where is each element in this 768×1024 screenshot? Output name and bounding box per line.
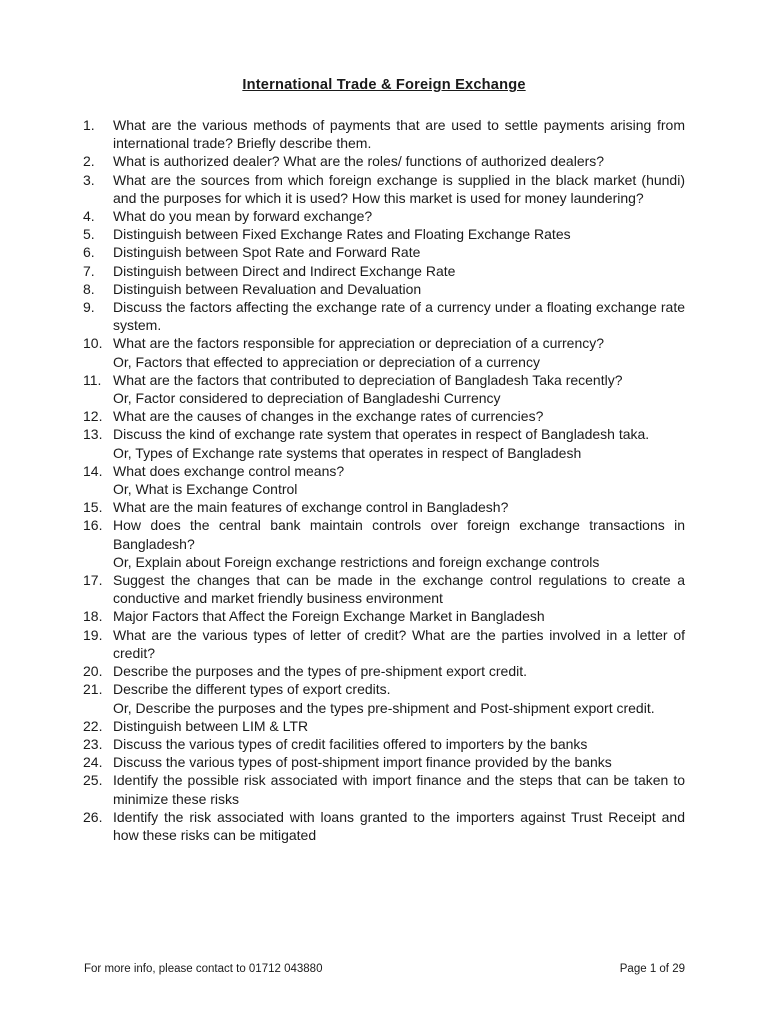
question-item (83, 371, 685, 407)
question-text: Discuss the kind of exchange rate system that operates in respect of Bangladesh taka. (113, 426, 650, 443)
question-text: Major Factors that Affect the Foreign Exchange Market in Bangladesh (113, 608, 545, 625)
question-text: What are the main features of exchange control in Bangladesh? (113, 499, 509, 516)
question-number: 14. (83, 462, 103, 479)
question-item (83, 298, 685, 334)
question-item (83, 280, 685, 298)
question-number: 19. (83, 626, 103, 643)
question-number: 24. (83, 754, 103, 771)
question-number: 2. (83, 153, 95, 170)
question-text: What are the factors responsible for appreciation or depreciation of a currency? (113, 335, 605, 352)
question-number: 20. (83, 663, 103, 680)
question-item (83, 571, 685, 607)
question-number: 4. (83, 208, 95, 225)
question-alternative: Or, Explain about Foreign exchange restrictions and foreign exchange controls (113, 553, 600, 570)
question-item (83, 771, 685, 807)
question-text: What is authorized dealer? What are the roles/ functions of authorized dealers? (113, 153, 605, 170)
question-alternative: Or, Factor considered to depreciation of Bangladeshi Currency (113, 390, 501, 407)
question-number: 10. (83, 335, 103, 352)
question-item (83, 735, 685, 753)
question-number: 23. (83, 735, 103, 752)
footer-page-number: Page 1 of 29 (619, 963, 685, 975)
question-number: 1. (83, 117, 95, 133)
question-number: 11. (83, 371, 102, 388)
question-item (83, 207, 685, 225)
question-text: What are the causes of changes in the exchange rates of currencies? (113, 408, 544, 425)
question-text: Discuss the factors affecting the exchange rate of a currency under a floating exchange rate system. (113, 299, 685, 334)
question-text: What are the sources from which foreign exchange is supplied in the black market (hundi) and the purposes for which it is used? How this market is used for money laundering? (113, 171, 685, 206)
question-number: 13. (83, 426, 103, 443)
question-text: Identify the possible risk associated with import finance and the steps that can be taken to minimize these risks (113, 772, 685, 807)
question-text: What does exchange control means? (113, 462, 345, 479)
question-item (83, 152, 685, 170)
question-number: 26. (83, 808, 103, 825)
question-item (83, 680, 685, 716)
question-number: 21. (83, 681, 103, 698)
question-item (83, 243, 685, 261)
question-text: Distinguish between Direct and Indirect Exchange Rate (113, 262, 456, 279)
question-item (83, 334, 685, 370)
question-item (83, 626, 685, 662)
question-item (83, 262, 685, 280)
question-number: 6. (83, 244, 95, 261)
question-text: What are the various types of letter of credit? What are the parties involved in a letter of credit? (113, 626, 685, 661)
question-item (83, 225, 685, 243)
question-text: Discuss the various types of credit facilities offered to importers by the banks (113, 735, 588, 752)
question-number: 12. (83, 408, 103, 425)
question-number: 3. (83, 171, 95, 188)
question-item (83, 607, 685, 625)
question-item (83, 808, 685, 844)
question-alternative: Or, What is Exchange Control (113, 481, 298, 498)
question-text: Distinguish between LIM & LTR (113, 717, 309, 734)
question-number: 17. (83, 572, 103, 589)
question-number: 15. (83, 499, 103, 516)
question-number: 7. (83, 262, 95, 279)
question-item (83, 171, 685, 207)
question-item (83, 425, 685, 461)
question-item (83, 462, 685, 498)
question-number: 18. (83, 608, 103, 625)
question-text: Identify the risk associated with loans granted to the importers against Trust Receipt and how these risks can be mitigated (113, 808, 685, 843)
question-alternative: Or, Types of Exchange rate systems that operates in respect of Bangladesh (113, 444, 582, 461)
question-text: Distinguish between Fixed Exchange Rates and Floating Exchange Rates (113, 226, 571, 243)
question-alternative: Or, Factors that effected to appreciation or depreciation of a currency (113, 353, 540, 370)
question-number: 5. (83, 226, 95, 243)
question-item (83, 662, 685, 680)
question-text: Suggest the changes that can be made in the exchange control regulations to create a conductive and market friendly business environment (113, 572, 685, 607)
question-text: Describe the purposes and the types of pre-shipment export credit. (113, 663, 527, 680)
question-item (83, 116, 685, 152)
question-text: How does the central bank maintain controls over foreign exchange transactions in Bangladesh? (113, 517, 685, 552)
question-item (83, 753, 685, 771)
question-alternative: Or, Describe the purposes and the types pre-shipment and Post-shipment export credit. (113, 699, 655, 716)
question-number: 16. (83, 517, 103, 534)
question-item (83, 498, 685, 516)
question-text: What are the factors that contributed to depreciation of Bangladesh Taka recently? (113, 371, 623, 388)
question-text: Discuss the various types of post-shipment import finance provided by the banks (113, 754, 612, 771)
question-number: 8. (83, 280, 95, 297)
question-item (83, 717, 685, 735)
footer-contact: For more info, please contact to 01712 043880 (84, 963, 323, 975)
question-text: What do you mean by forward exchange? (113, 208, 373, 225)
question-list (83, 116, 685, 844)
question-text: What are the various methods of payments that are used to settle payments arising from international trade? Briefly describe them. (113, 117, 685, 152)
question-text: Distinguish between Spot Rate and Forward Rate (113, 244, 421, 261)
document-title: International Trade & Foreign Exchange (242, 77, 526, 93)
question-text: Distinguish between Revaluation and Devaluation (113, 280, 422, 297)
question-item (83, 407, 685, 425)
question-number: 22. (83, 717, 103, 734)
question-item (83, 516, 685, 571)
question-number: 9. (83, 299, 95, 316)
question-number: 25. (83, 772, 103, 789)
question-text: Describe the different types of export credits. (113, 681, 391, 698)
